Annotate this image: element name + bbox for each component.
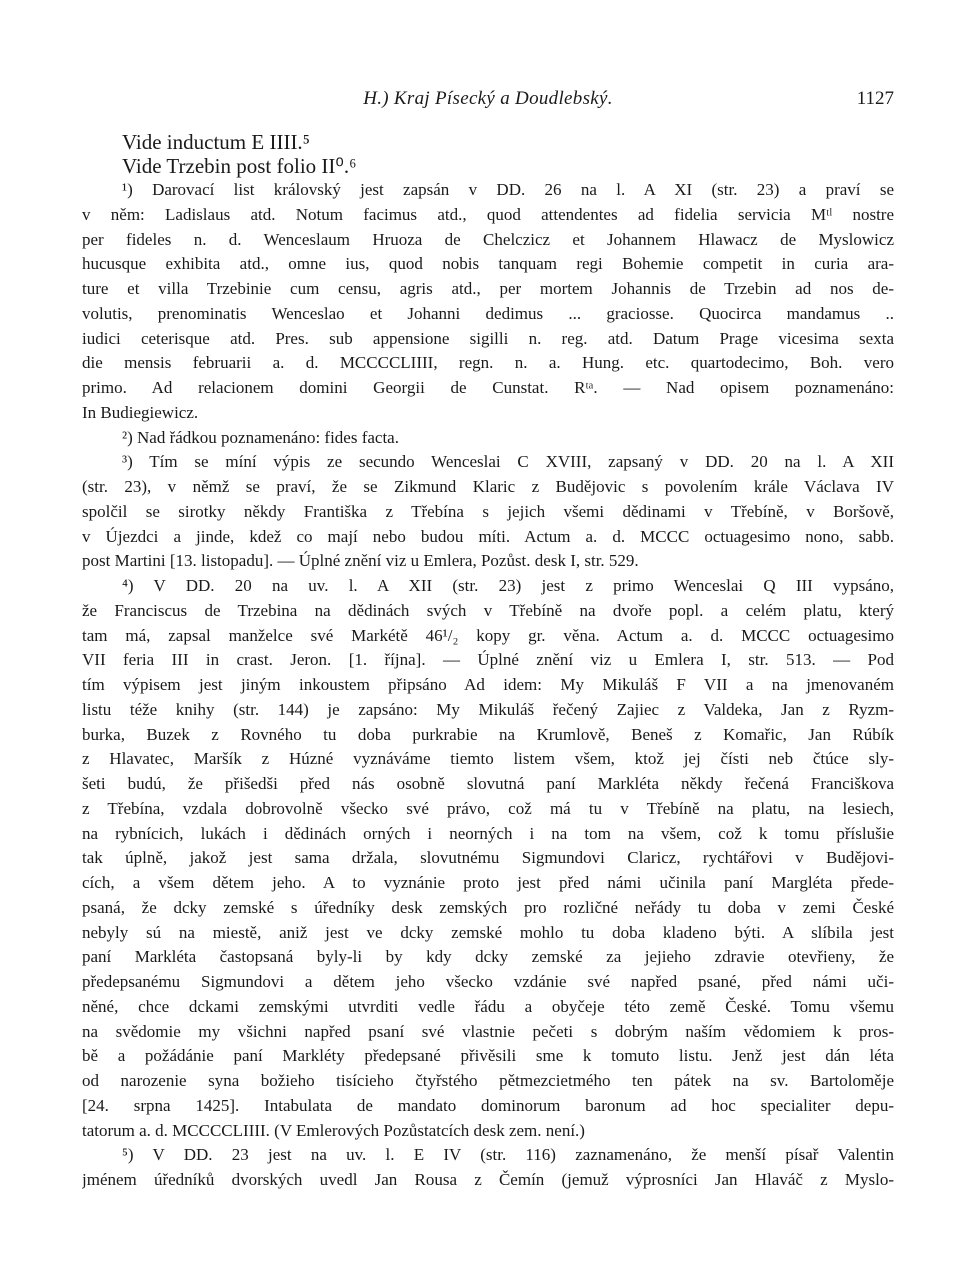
text-line: ⁴) V DD. 20 na uv. l. A XII (str. 23) jest z primo Wenceslai Q III vypsáno,	[122, 576, 894, 595]
text-line: jménem úředníků dvorských uvedl Jan Rousa z Čemín (jemuž výprosníci Jan Hlaváč z Myslo-	[82, 1170, 894, 1189]
text-line: ⁵) V DD. 23 jest na uv. l. E IV (str. 116) zaznamenáno, že menší písař Valentin	[122, 1145, 894, 1165]
text-line: že Franciscus de Trzebina na dědinách svých v Třebíně na dvoře popl. a celém platu, který	[82, 600, 894, 620]
text-line: hucusque exhibita atd., omne ius, quod nobis tanquam regi Bohemie competit in curia ara-	[82, 254, 894, 274]
text-line: tím výpisem jest jiným inkoustem připsáno Ad idem: My Mikuláš F VII a na jmenovaném	[82, 675, 894, 694]
text-line: tatorum a. d. MCCCCLIIII. (V Emlerových Pozůstatcích desk zem. není.)	[82, 1120, 585, 1140]
text-line: z Třebína, vzdala dobrovolně všecko své právo, což má tu v Třebíně na platu, na lesiech,	[82, 798, 894, 818]
text-line: z Hlavatec, Maršík z Húzné vyznáváme tiemto listem všem, ktož jej čísti neb čtúce sly-	[82, 749, 894, 769]
text-line: ²) Nad řádkou poznamenáno: fides facta.	[122, 427, 399, 447]
text-line: post Martini [13. listopadu]. — Úplné znění viz u Emlera, Pozůst. desk I, str. 529.	[82, 551, 639, 571]
text-line: In Budiegiewicz.	[82, 402, 199, 422]
text-line: nebyly sú na miestě, aniž jest ve dcky zemské mohlo tu doba kladeno býti. A slíbila jest	[82, 922, 894, 942]
text-line: šeti budú, že přišedši před nás osobně slovutná paní Markléta někdy řečená Franciškova	[82, 774, 894, 793]
text-line: bě a požádánie paní Markléty předepsané přivěsili sme k tomuto listu. Jenž jest dán léta	[82, 1046, 894, 1066]
text-line: předepsanému Sigmundovi a dětem jeho všecko vzdánie své napřed psané, před námi uči-	[82, 972, 894, 991]
text-line: na svědomie my všichni napřed psaní své vlastnie pečeti s dobrým naším vědomiem k pros-	[82, 1021, 894, 1041]
text-line: v něm: Ladislaus atd. Notum facimus atd., quod attendentes ad fidelia servicia Mᵗˡ nostre	[82, 204, 894, 224]
text-line: VII feria III in crast. Jeron. [1. října]. — Úplné znění viz u Emlera I, str. 513. — Pod	[82, 650, 894, 670]
text-line: od narozenie syna božieho tisícieho čtyřstého pětmezcietmého ten pátek na sv. Bartoloměje	[82, 1071, 894, 1090]
text-line: primo. Ad relacionem domini Georgii de Cunstat. Rᵗᵃ. — Nad opisem poznamenáno:	[82, 378, 894, 397]
text-line: tam má, zapsal manželce své Markétě 46¹/₂ kopy gr. věna. Actum a. d. MCCC octuagesimo	[82, 625, 894, 645]
text-line: paní Markléta častopsaná byly-li by kdy dcky zemské za jejieho zdravie otevřieny, že	[82, 947, 894, 967]
text-line: (str. 23), v němž se praví, že se Zikmund Klaric z Budějovic s povolením krále Václava IV	[82, 477, 894, 496]
text-line: [24. srpna 1425]. Intabulata de mandato dominorum baronum ad hoc specialiter depu-	[82, 1095, 894, 1115]
text-line: ture et villa Trzebinie cum censu, agris atd., per mortem Johannis de Trzebin ad nos de-	[82, 279, 894, 298]
header-title: H.) Kraj Písecký a Doudlebský.	[363, 88, 613, 109]
text-line: psaná, že dcky zemské s úředníky desk zemských pro rozličné neřády tu doba v zemi České	[82, 897, 894, 917]
text-line: die mensis februarii a. d. MCCCCLIIII, regn. n. a. Hung. etc. quartodecimo, Boh. vero	[82, 353, 894, 373]
text-line: listu téže knihy (str. 144) je zapsáno: My Mikuláš řečený Zajiec z Valdeka, Jan z Ryzm-	[82, 699, 894, 719]
text-line: iudici ceterisque atd. Pres. sub appensione sigilli n. reg. atd. Datum Prage vicesima sexta	[82, 328, 894, 348]
text-line: v Újezdci a jinde, kdež co mají nebo budou míti. Actum a. d. MCCC octuagesimo nono, sabb.	[82, 526, 894, 546]
text-line: tak úplně, jakož jest sama držala, slovutnému Sigmundovi Claricz, rychtářovi v Budějovi-	[82, 848, 894, 868]
body-text	[82, 130, 894, 1193]
text-line: Vide inductum E IIII.⁵	[122, 130, 311, 154]
text-line: ¹) Darovací list královský jest zapsán v DD. 26 na l. A XI (str. 23) a praví se	[122, 180, 894, 199]
text-line: per fideles n. d. Wenceslaum Hruoza de Chelczicz et Johannem Hlawacz de Myslowicz	[82, 229, 894, 249]
text-line: něné, chce dckami zemskými utvrditi vedle řádu a obyčeje této země České. Tomu všemu	[82, 996, 894, 1016]
text-line: na rybnícich, lukách i dědinách orných i neorných i na tom na všem, což k tomu příslušie	[82, 823, 894, 843]
text-line: Vide Trzebin post folio II⁰.⁶	[122, 154, 357, 178]
text-line: burka, Buzek z Rovného tu doba purkrabie na Krumlově, Beneš z Komařic, Jan Rúbík	[82, 724, 894, 744]
text-line: spolčil se sirotky někdy Františka z Třebína s jejich všemi dědinami v Třebíně, v Boršově,	[82, 501, 894, 521]
text-line: cích, a všem dětem jeho. A to vyznánie proto jest před námi učinila paní Margléta přede-	[82, 873, 894, 892]
text-line: ³) Tím se míní výpis ze secundo Wenceslai C XVIII, zapsaný v DD. 20 na l. A XII	[122, 452, 894, 472]
running-header	[82, 88, 894, 112]
text-line: volutis, prenominatis Wenceslao et Johanni dedimus ... graciosse. Quocirca mandamus ..	[82, 303, 894, 323]
page-number: 1127	[856, 88, 894, 109]
